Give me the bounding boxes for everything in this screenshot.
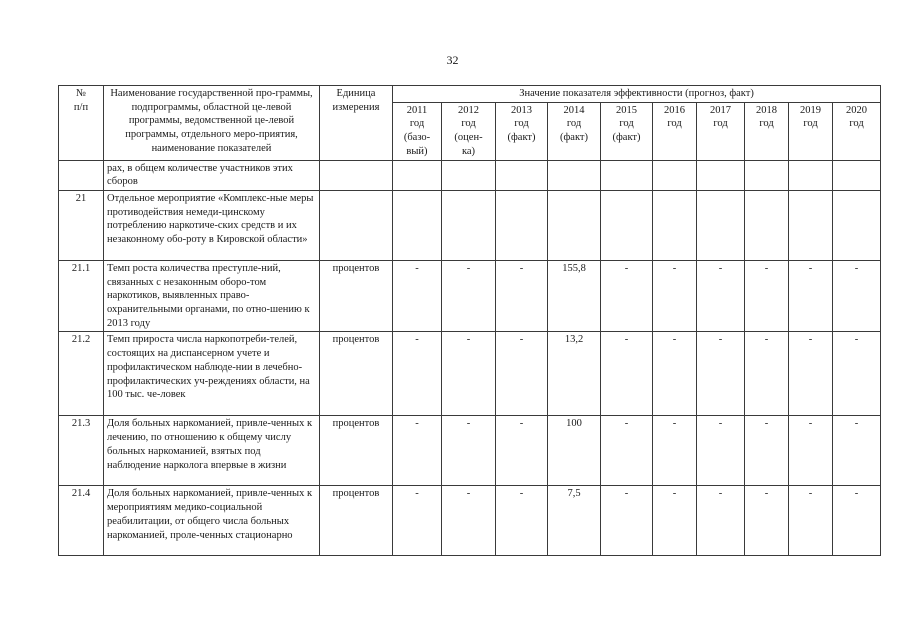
row-num <box>59 160 104 190</box>
row-num: 21.2 <box>59 332 104 416</box>
row-value <box>653 160 697 190</box>
row-value: - <box>496 332 548 416</box>
row-value: - <box>745 332 789 416</box>
row-name: Доля больных наркоманией, привле-ченных к мероприятиям медико-социальной реабилитации, от общего числа больных наркоманией, проле-ченных стационарно <box>104 486 320 556</box>
row-value <box>789 190 833 260</box>
row-value: - <box>442 416 496 486</box>
row-value: - <box>789 416 833 486</box>
row-value: - <box>496 260 548 332</box>
row-value: - <box>601 332 653 416</box>
row-value: - <box>697 486 745 556</box>
header-year: 2011 год (базо- вый) <box>393 102 442 160</box>
row-value: - <box>393 486 442 556</box>
row-value <box>833 160 881 190</box>
row-value <box>548 160 601 190</box>
row-value: - <box>653 416 697 486</box>
row-value <box>745 160 789 190</box>
row-value: - <box>697 332 745 416</box>
row-unit: процентов <box>320 260 393 332</box>
row-value <box>601 190 653 260</box>
header-value-group: Значение показателя эффективности (прогноз, факт) <box>393 86 881 103</box>
row-num: 21.1 <box>59 260 104 332</box>
header-year: 2018 год <box>745 102 789 160</box>
row-value: - <box>745 260 789 332</box>
table-row <box>59 486 881 556</box>
row-value <box>601 160 653 190</box>
header-year: 2016 год <box>653 102 697 160</box>
row-name: Доля больных наркоманией, привле-ченных к лечению, по отношению к общему числу больных наркоманией, взятых под наблюдение нарколога впервые в жизни <box>104 416 320 486</box>
row-value: - <box>442 332 496 416</box>
header-year: 2013 год (факт) <box>496 102 548 160</box>
row-value: - <box>833 260 881 332</box>
row-value <box>393 160 442 190</box>
header-name: Наименование государственной про-граммы, подпрограммы, областной це-левой программы, ведомственной це-левой программы, отдельного меро-приятия, наименование показателей <box>104 86 320 161</box>
row-value: - <box>653 332 697 416</box>
row-value: 7,5 <box>548 486 601 556</box>
row-value: - <box>496 416 548 486</box>
row-name: Темп роста количества преступле-ний, связанных с незаконным оборо-том наркотиков, выявленных право-охранительными органами, по отно-шению к 2013 году <box>104 260 320 332</box>
row-value: - <box>601 416 653 486</box>
row-value <box>442 160 496 190</box>
table-row <box>59 260 881 332</box>
row-value: - <box>653 260 697 332</box>
row-value <box>442 190 496 260</box>
row-unit: процентов <box>320 332 393 416</box>
row-value: 13,2 <box>548 332 601 416</box>
row-value: - <box>833 416 881 486</box>
row-value: - <box>697 260 745 332</box>
row-value: - <box>789 486 833 556</box>
row-value <box>496 190 548 260</box>
row-value: - <box>745 416 789 486</box>
table-header <box>59 86 881 161</box>
table-body <box>59 160 881 556</box>
row-value <box>833 190 881 260</box>
row-value: - <box>653 486 697 556</box>
indicators-table <box>58 85 881 556</box>
row-value: 155,8 <box>548 260 601 332</box>
table-row <box>59 416 881 486</box>
row-value: - <box>393 416 442 486</box>
header-unit: Единица измерения <box>320 86 393 161</box>
row-value: - <box>442 486 496 556</box>
row-num: 21 <box>59 190 104 260</box>
row-value <box>789 160 833 190</box>
header-year: 2012 год (оцен- ка) <box>442 102 496 160</box>
row-value: - <box>789 260 833 332</box>
header-year: 2019 год <box>789 102 833 160</box>
row-value: - <box>833 332 881 416</box>
table-row <box>59 160 881 190</box>
row-value: - <box>601 260 653 332</box>
row-value: - <box>833 486 881 556</box>
row-unit <box>320 160 393 190</box>
row-unit: процентов <box>320 416 393 486</box>
row-value <box>496 160 548 190</box>
row-name: Темп прироста числа наркопотреби-телей, состоящих на диспансерном учете и профилактическом наблюде-нии в лечебно-профилактических уч-реждениях области, на 100 тыс. че-ловек <box>104 332 320 416</box>
row-value: - <box>745 486 789 556</box>
row-value <box>548 190 601 260</box>
row-value: - <box>393 260 442 332</box>
row-value <box>697 190 745 260</box>
header-year: 2017 год <box>697 102 745 160</box>
row-name: рах, в общем количестве участников этих сборов <box>104 160 320 190</box>
row-value: - <box>697 416 745 486</box>
row-name: Отдельное мероприятие «Комплекс-ные меры противодействия немеди-цинскому потреблению наркотиче-ских средств и их незаконному обо-роту в Кировской области» <box>104 190 320 260</box>
header-year: 2015 год (факт) <box>601 102 653 160</box>
table-row <box>59 332 881 416</box>
row-value <box>653 190 697 260</box>
header-year: 2014 год (факт) <box>548 102 601 160</box>
row-unit: процентов <box>320 486 393 556</box>
row-value <box>393 190 442 260</box>
row-unit <box>320 190 393 260</box>
row-num: 21.3 <box>59 416 104 486</box>
page-number: 32 <box>446 53 459 67</box>
row-num: 21.4 <box>59 486 104 556</box>
header-num: № п/п <box>59 86 104 161</box>
row-value: - <box>496 486 548 556</box>
row-value: - <box>393 332 442 416</box>
table-row <box>59 190 881 260</box>
row-value: - <box>442 260 496 332</box>
row-value <box>745 190 789 260</box>
row-value: 100 <box>548 416 601 486</box>
row-value: - <box>601 486 653 556</box>
row-value: - <box>789 332 833 416</box>
row-value <box>697 160 745 190</box>
header-year: 2020 год <box>833 102 881 160</box>
